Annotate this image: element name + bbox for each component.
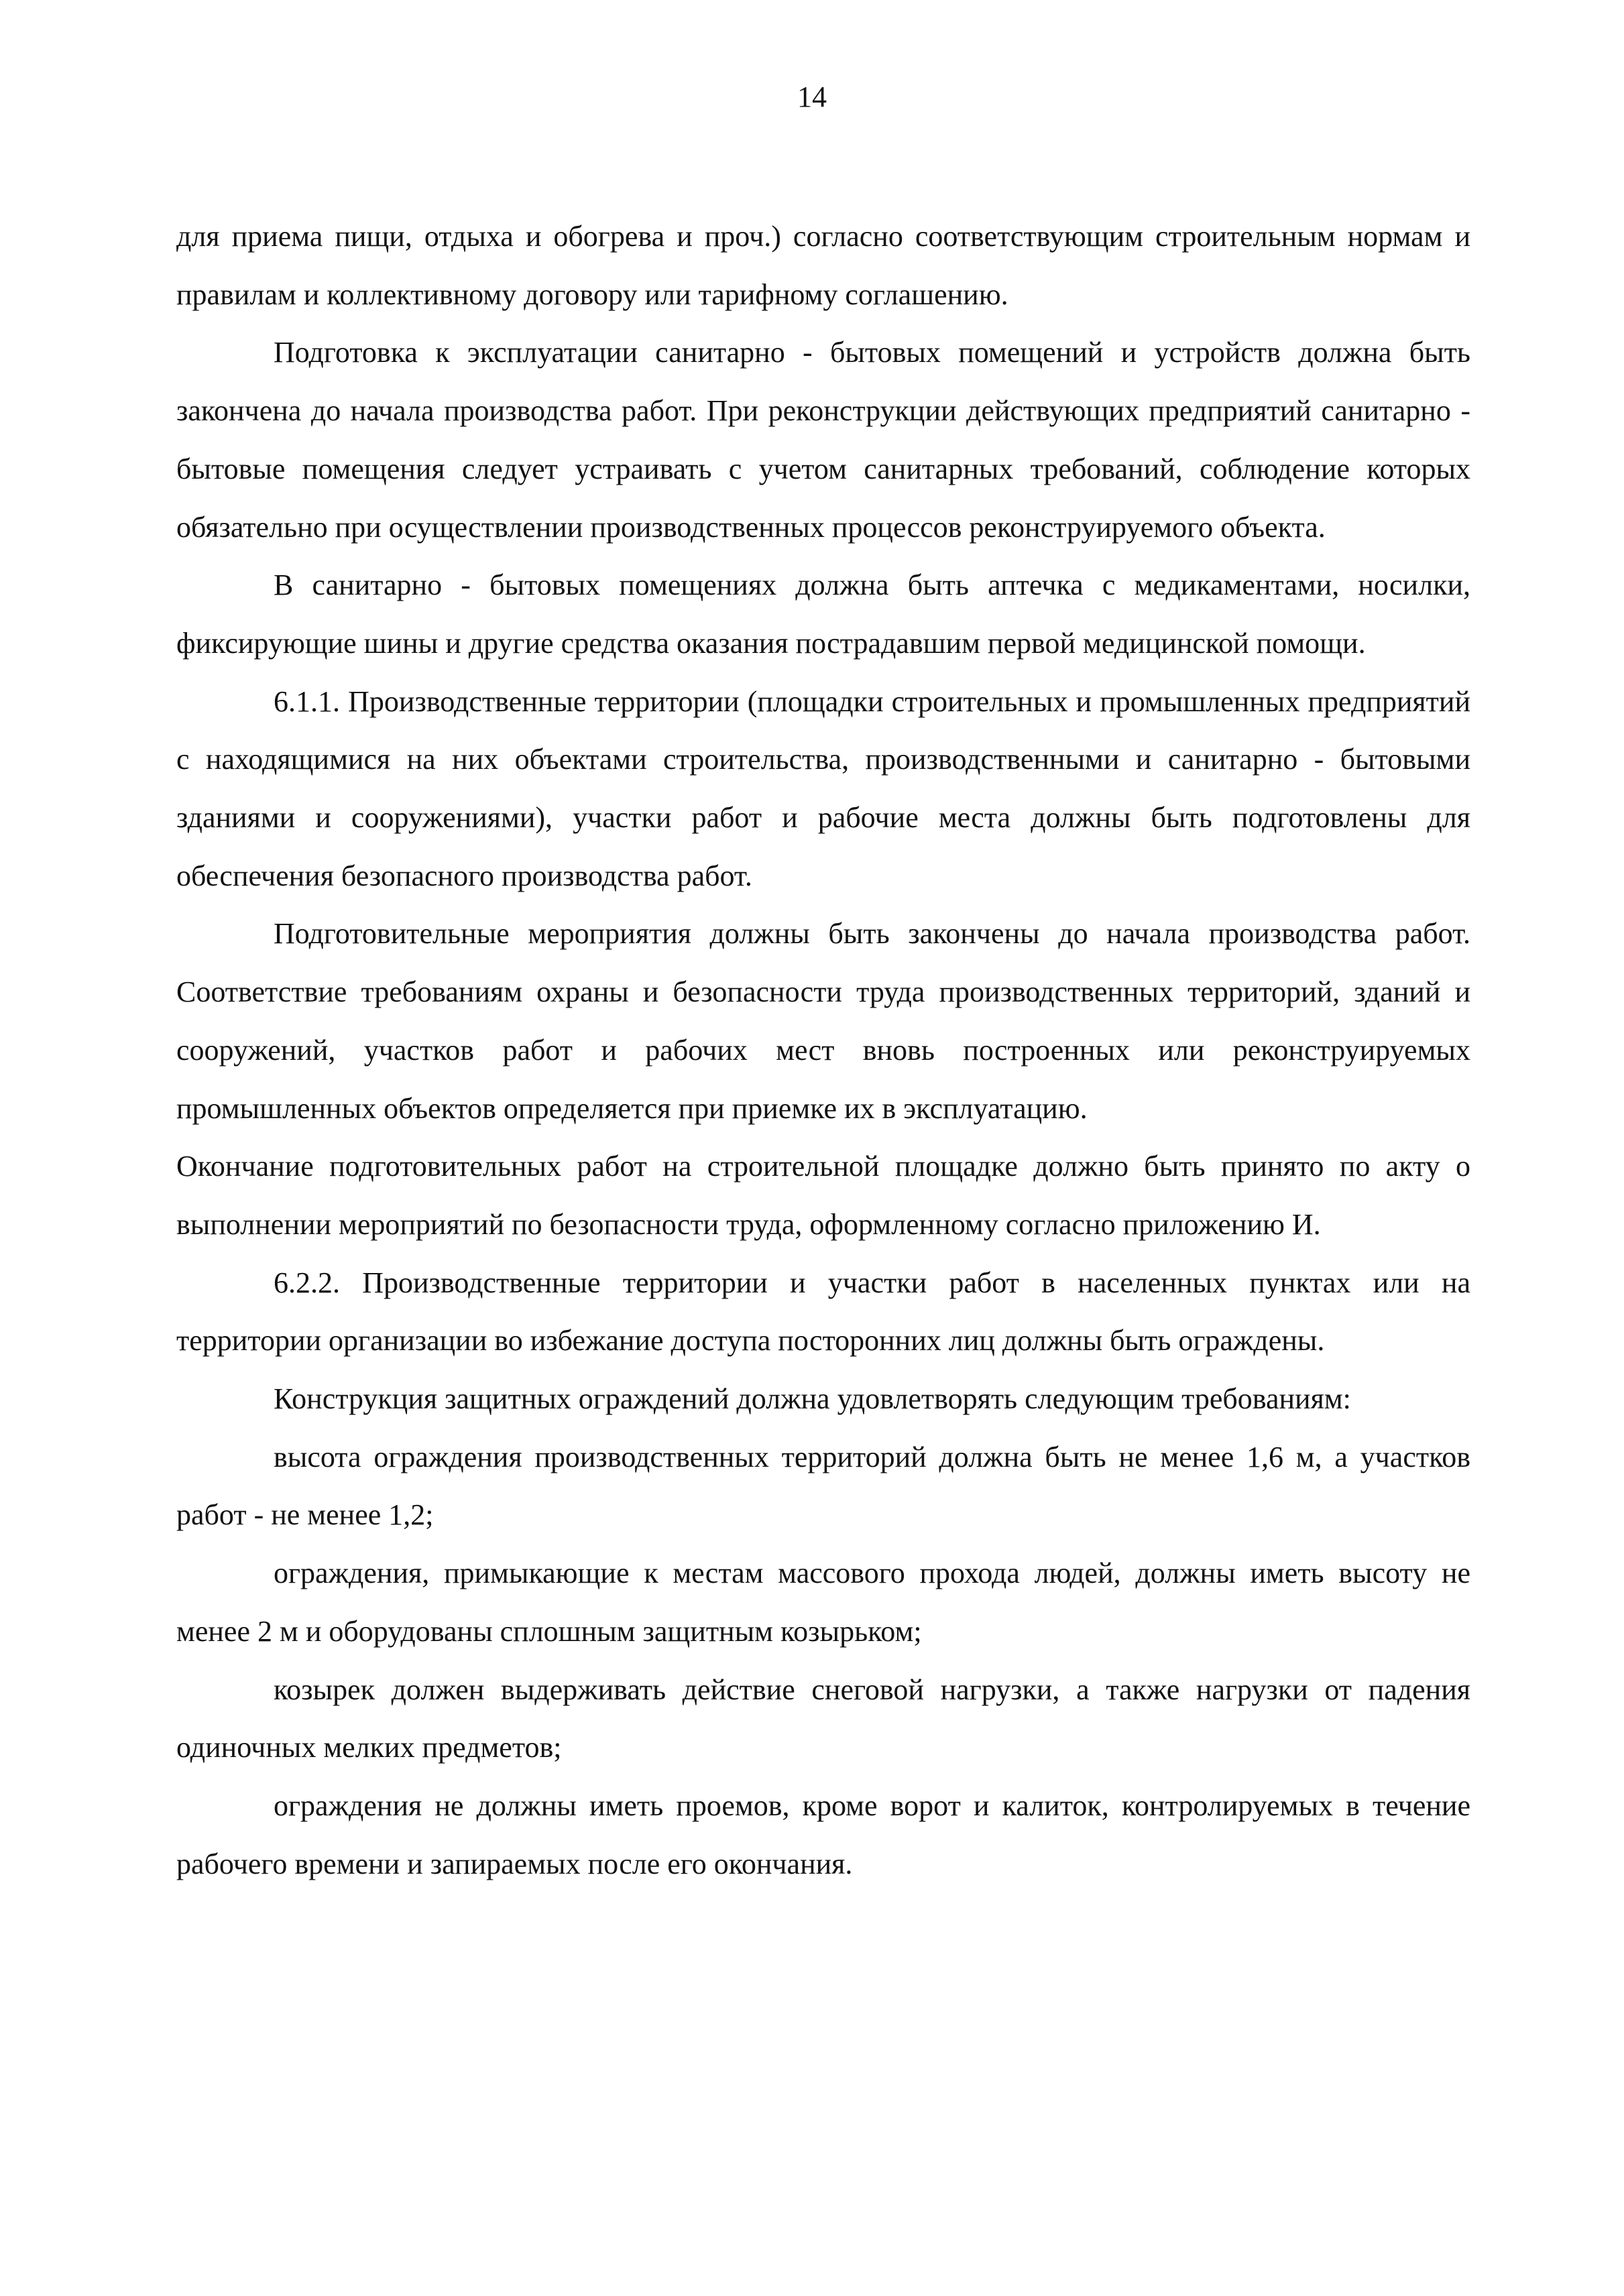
requirement-fence-height: высота ограждения производственных территорий должна быть не менее 1,6 м, а участков работ - не менее 1,2; bbox=[176, 1440, 1470, 1532]
page-number: 14 bbox=[797, 80, 827, 113]
requirement-canopy: ограждения, примыкающие к местам массового прохода людей, должны иметь высоту не менее 2 м и оборудованы сплошным защитным козырьком; bbox=[176, 1557, 1470, 1648]
requirement-canopy-load: козырек должен выдерживать действие снеговой нагрузки, а также нагрузки от падения одиночных мелких предметов; bbox=[176, 1673, 1470, 1764]
paragraph-fence-requirements-intro: Конструкция защитных ограждений должна удовлетворять следующим требованиям: bbox=[274, 1382, 1351, 1416]
paragraph-preparatory-measures: Подготовительные мероприятия должны быть закончены до начала производства работ. Соответствие требованиям охраны и безопасности труда производственных территорий, зданий и сооружений, участков работ и рабочих мест вновь построенных или реконструируемых промышленных объектов определяется при приемке их в эксплуатацию. bbox=[176, 917, 1470, 1125]
paragraph-6-2-2: 6.2.2. Производственные территории и участки работ в населенных пунктах или на территории организации во избежание доступа посторонних лиц должны быть ограждены. bbox=[176, 1266, 1470, 1357]
paragraph-completion-act: Окончание подготовительных работ на строительной площадке должно быть принято по акту о выполнении мероприятий по безопасности труда, оформленному согласно приложению И. bbox=[176, 1150, 1470, 1241]
paragraph-6-1-1: 6.1.1. Производственные территории (площадки строительных и промышленных предприятий с находящимися на них объектами строительства, производственными и санитарно - бытовыми зданиями и сооружениями), участки работ и рабочие места должны быть подготовлены для обеспечения безопасного производства работ. bbox=[176, 684, 1470, 892]
paragraph-preparation: Подготовка к эксплуатации санитарно - бытовых помещений и устройств должна быть закончена до начала производства работ. При реконструкции действующих предприятий санитарно - бытовые помещения следует устраивать с учетом санитарных требований, соблюдение которых обязательно при осуществлении производственных процессов реконструируемого объекта. bbox=[176, 336, 1470, 544]
paragraph-first-aid-kit: В санитарно - бытовых помещениях должна быть аптечка с медикаментами, носилки, фиксирующие шины и другие средства оказания пострадавшим первой медицинской помощи. bbox=[176, 568, 1470, 660]
requirement-no-openings: ограждения не должны иметь проемов, кроме ворот и калиток, контролируемых в течение рабочего времени и запираемых после его окончания. bbox=[176, 1789, 1470, 1880]
paragraph-continuation: для приема пищи, отдыха и обогрева и проч.) согласно соответствующим строительным нормам и правилам и коллективному договору или тарифному соглашению. bbox=[176, 220, 1470, 311]
document-body bbox=[176, 208, 1470, 1893]
